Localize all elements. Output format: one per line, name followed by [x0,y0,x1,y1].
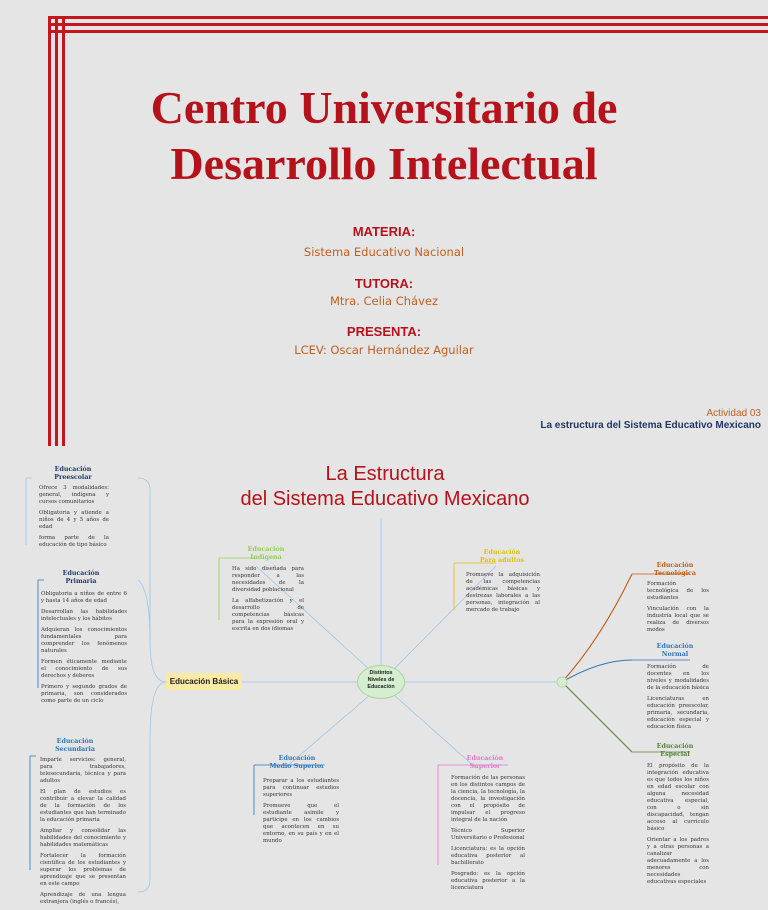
superior-title1: Educación [466,755,504,762]
list-item: Ofrece 3 modalidades: general, indígena y cursos comunitarios [39,485,109,505]
list-item: Licenciatura: es la opción educativa posterior al bachillerato [451,846,525,866]
list-item: La alfabetización y el desarrollo de competencias básicas para la expresión oral y escrita en dos idiomas [232,598,304,632]
page-title-line2: Desarrollo Intelectual [170,138,598,189]
tutora-label: TUTORA: [354,276,414,291]
list-item: Formación de las personas en los distintos campos de la ciencia, la tecnología, la docencia, la investigación con el propósito de impulsar el progreso integral de la nación [451,775,525,823]
normal-title1: Educación [656,643,694,650]
list-item: Orientar a los padres y a otras personas a canalizar adecuadamente a los menores con necesidades educativas especiales [647,837,709,885]
medio-superior-title [262,755,332,771]
materia-value: Sistema Educativo Nacional [303,245,465,259]
list-item: Adquieran los conocimientos fundamentales para comprender los fenómenos naturales [41,627,127,654]
preescolar-title2: Preescolar [54,474,92,481]
primaria-list [41,591,127,709]
preescolar-title [28,466,118,482]
list-item: Obligatoria a niños de entre 6 y hasta 14 años de edad [41,591,127,604]
list-item: Ampliar y consolidar las habilidades del conocimiento y habilidades matemáticas [40,828,126,848]
hub-line2: Niveles de [367,677,395,683]
central-hub [357,665,405,699]
medio-superior-title1: Educación [278,755,316,762]
list-item: Formen éticamente mediante el conocimiento de sus derechos y deberes [41,659,127,679]
list-item: Licenciaturas en educación preescolar, primaria, secundaria, educación especial y educación física [647,696,709,730]
list-item: Preparar a los estudiantes para continuar estudios superiores [263,778,339,798]
preescolar-title1: Educación [54,466,92,473]
adultos-title [462,549,542,565]
secundaria-title [30,738,120,754]
list-item: Vinculación con la industria local que se realiza de diversos modos [647,606,709,633]
secundaria-title2: Secundaria [55,746,95,753]
preescolar-list [39,485,109,553]
hub-line3: Educación [367,684,395,690]
superior-list [451,775,525,896]
indigena-title1: Educación [247,546,285,553]
list-item: Ha sido diseñada para responder a las necesidades de la diversidad poblacional [232,566,304,593]
basic-education-node: Educación Básica [166,673,242,690]
indigena-title2: Indígena [250,554,282,561]
list-item: forma parte de la educación de tipo básico [39,535,109,548]
list-item: Obligatoria y atiende a niños de 4 y 5 años de edad [39,510,109,530]
map-title-line2: del Sistema Educativo Mexicano [240,488,530,510]
tutora-value: Mtra. Celia Chávez [330,294,438,308]
list-item: Aprendizaje de una lengua extranjera (inglés o francés), [40,892,126,905]
list-item: El propósito de la integración educativa es que todos los niños en edad escolar con alguna necesidad educativa especial, con o sin discapacidad, tengan acceso al currículo básico [647,763,709,832]
adultos-list [466,572,540,618]
map-title-line1: La Estructura [325,463,445,485]
adultos-title1: Educación [483,549,521,556]
normal-title [640,643,710,659]
especial-title2: Especial [660,751,690,758]
medio-superior-title2: Medio Superior [269,763,325,770]
list-item: Posgrado: es la opción educativa posterior a la licenciatura [451,871,525,891]
list-item: El plan de estudios es contribuir a elevar la calidad de la formación de los estudiantes que han terminado la educación primaria [40,789,126,823]
adultos-title2: Para adultos [479,557,525,564]
primaria-title2: Primaria [65,578,97,585]
especial-list [647,763,709,890]
indigena-list [232,566,304,637]
activity-number: Actividad 03 [706,408,761,419]
indigena-title [226,546,306,562]
tecnologica-title [640,562,710,578]
primaria-title [36,570,126,586]
superior-title [450,755,520,771]
list-item: Formación de docentes en los niveles y modalidades de la educación básica [647,664,709,691]
page-title-line1: Centro Universitario de [150,82,618,133]
list-item: Fortalecer la formación científica de los estudiantes y superar los problemas de aprendizaje que se presentan en este campo [40,853,126,887]
normal-title2: Normal [661,651,689,658]
presenta-label: PRESENTA: [346,324,422,339]
tecnologica-title2: Tecnológica [654,570,696,577]
list-item: Formación tecnológica de los estudiantes [647,581,709,601]
superior-title2: Superior [469,763,501,770]
primaria-title1: Educación [62,570,100,577]
normal-list [647,664,709,735]
list-item: Promueve la adquisición de las competencias académicas básicas y destrezas laborales a las personas, integración al mercado de trabajo [466,572,540,613]
list-item: Desarrollan las habilidades intelectuales y los hábitos [41,609,127,622]
materia-label: MATERIA: [352,224,416,239]
especial-title1: Educación [656,743,694,750]
especial-title [640,743,710,759]
list-item: Promueve que el estudiante asimile y participe en los cambios que acontecen en su entorno, en su país y en el mundo [263,803,339,844]
secundaria-list [40,757,126,910]
list-item: Imparte servicios: general, para trabajadores, telesecundaria, técnica y para adultos [40,757,126,784]
tecnologica-title1: Educación [656,562,694,569]
medio-superior-list [263,778,339,849]
list-item: Técnico Superior Universitario o Profesional [451,828,525,841]
secundaria-title1: Educación [56,738,94,745]
tecnologica-list [647,581,709,638]
hub-line1: Distintos [369,670,393,676]
activity-subtitle: La estructura del Sistema Educativo Mexicano [540,420,761,431]
presenta-value: LCEV: Oscar Hernández Aguilar [294,343,474,357]
list-item: Primero y segundo grados de primaria, son considerados como parte de un ciclo [41,684,127,704]
